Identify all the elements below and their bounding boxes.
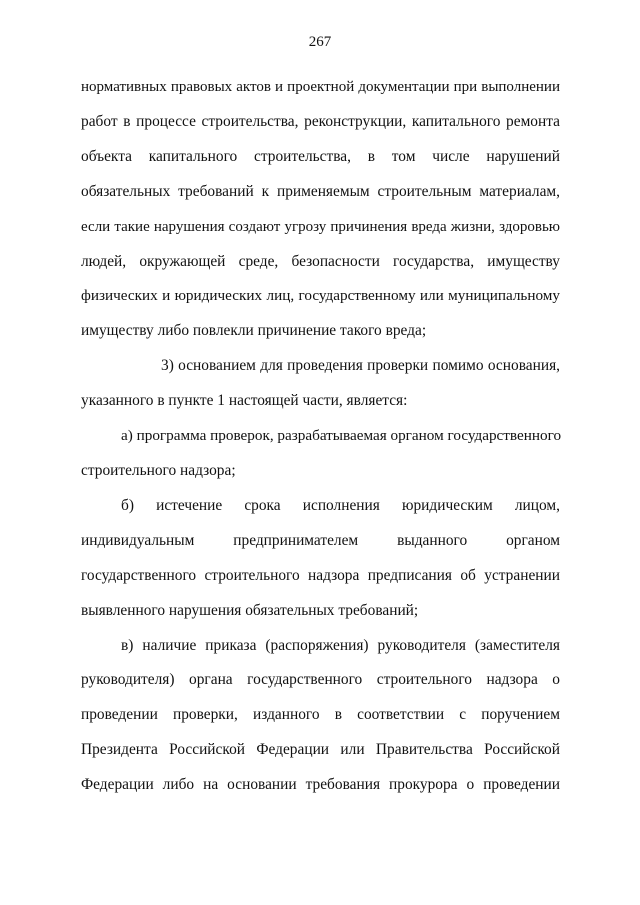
text-line: нормативных правовых актов и проектной документации при выполнении (81, 79, 560, 95)
paragraph-violations-continued (81, 70, 560, 349)
text-line: индивидуальным предпринимателем выданного органом (81, 531, 560, 549)
text-line: б) истечение срока исполнения юридическим лицом, (121, 496, 560, 514)
text-line: указанного в пункте 1 настоящей части, является: (81, 392, 408, 410)
text-line: имуществу либо повлекли причинение такого вреда; (81, 322, 427, 340)
page-number: 267 (308, 34, 332, 50)
text-line: Федерации либо на основании требования прокурора о проведении (81, 776, 560, 794)
text-line: если такие нарушения создают угрозу причинения вреда жизни, здоровью (81, 218, 560, 235)
paragraph-item-v (81, 629, 560, 804)
text-line: строительного надзора; (81, 461, 236, 479)
text-line: работ в процессе строительства, реконструкции, капитального ремонта (81, 112, 560, 130)
text-line: 3) основанием для проведения проверки помимо основания, (161, 357, 560, 375)
paragraph-item-3 (81, 349, 560, 419)
text-line: выявленного нарушения обязательных требований; (81, 601, 419, 619)
text-line: Президента Российской Федерации или Правительства Российской (81, 741, 560, 759)
text-line: объекта капитального строительства, в том числе нарушений (81, 147, 560, 165)
text-line: в) наличие приказа (распоряжения) руководителя (заместителя (121, 636, 560, 654)
text-line: физических и юридических лиц, государственному или муниципальному (81, 287, 560, 305)
paragraph-item-a (81, 419, 560, 489)
text-line: обязательных требований к применяемым строительным материалам, (81, 182, 560, 200)
text-line: людей, окружающей среде, безопасности государства, имуществу (81, 252, 560, 270)
text-line: государственного строительного надзора предписания об устранении (81, 566, 560, 584)
document-body (81, 70, 560, 803)
text-line: а) программа проверок, разрабатываемая органом государственного (121, 427, 562, 445)
paragraph-item-b (81, 489, 560, 629)
text-line: проведении проверки, изданного в соответствии с поручением (81, 706, 560, 724)
text-line: руководителя) органа государственного строительного надзора о (81, 671, 560, 689)
